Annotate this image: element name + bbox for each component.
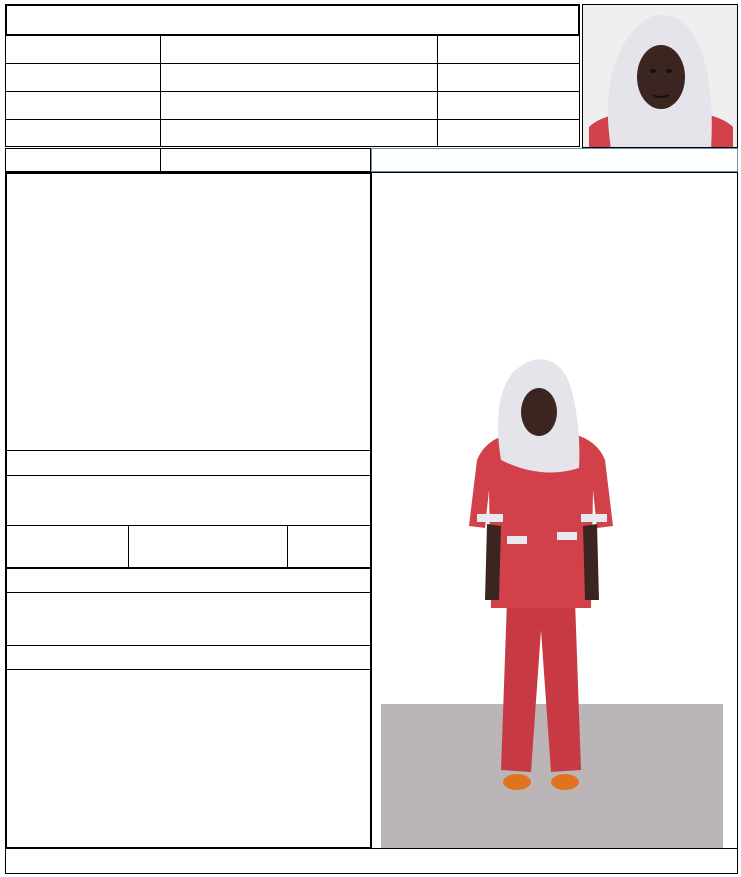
work-header [5,568,372,593]
phone-row [5,148,371,172]
education-row [5,525,372,568]
full-body-photo [381,300,723,848]
languages-header [5,450,372,476]
skills-header [5,645,372,670]
name-row [371,148,738,172]
full-body-illustration [381,300,723,848]
header-bar [5,4,580,36]
portrait-photo [582,4,738,148]
remarks-row [5,848,738,874]
portrait-illustration [583,5,738,148]
left-column-frame [5,172,372,849]
